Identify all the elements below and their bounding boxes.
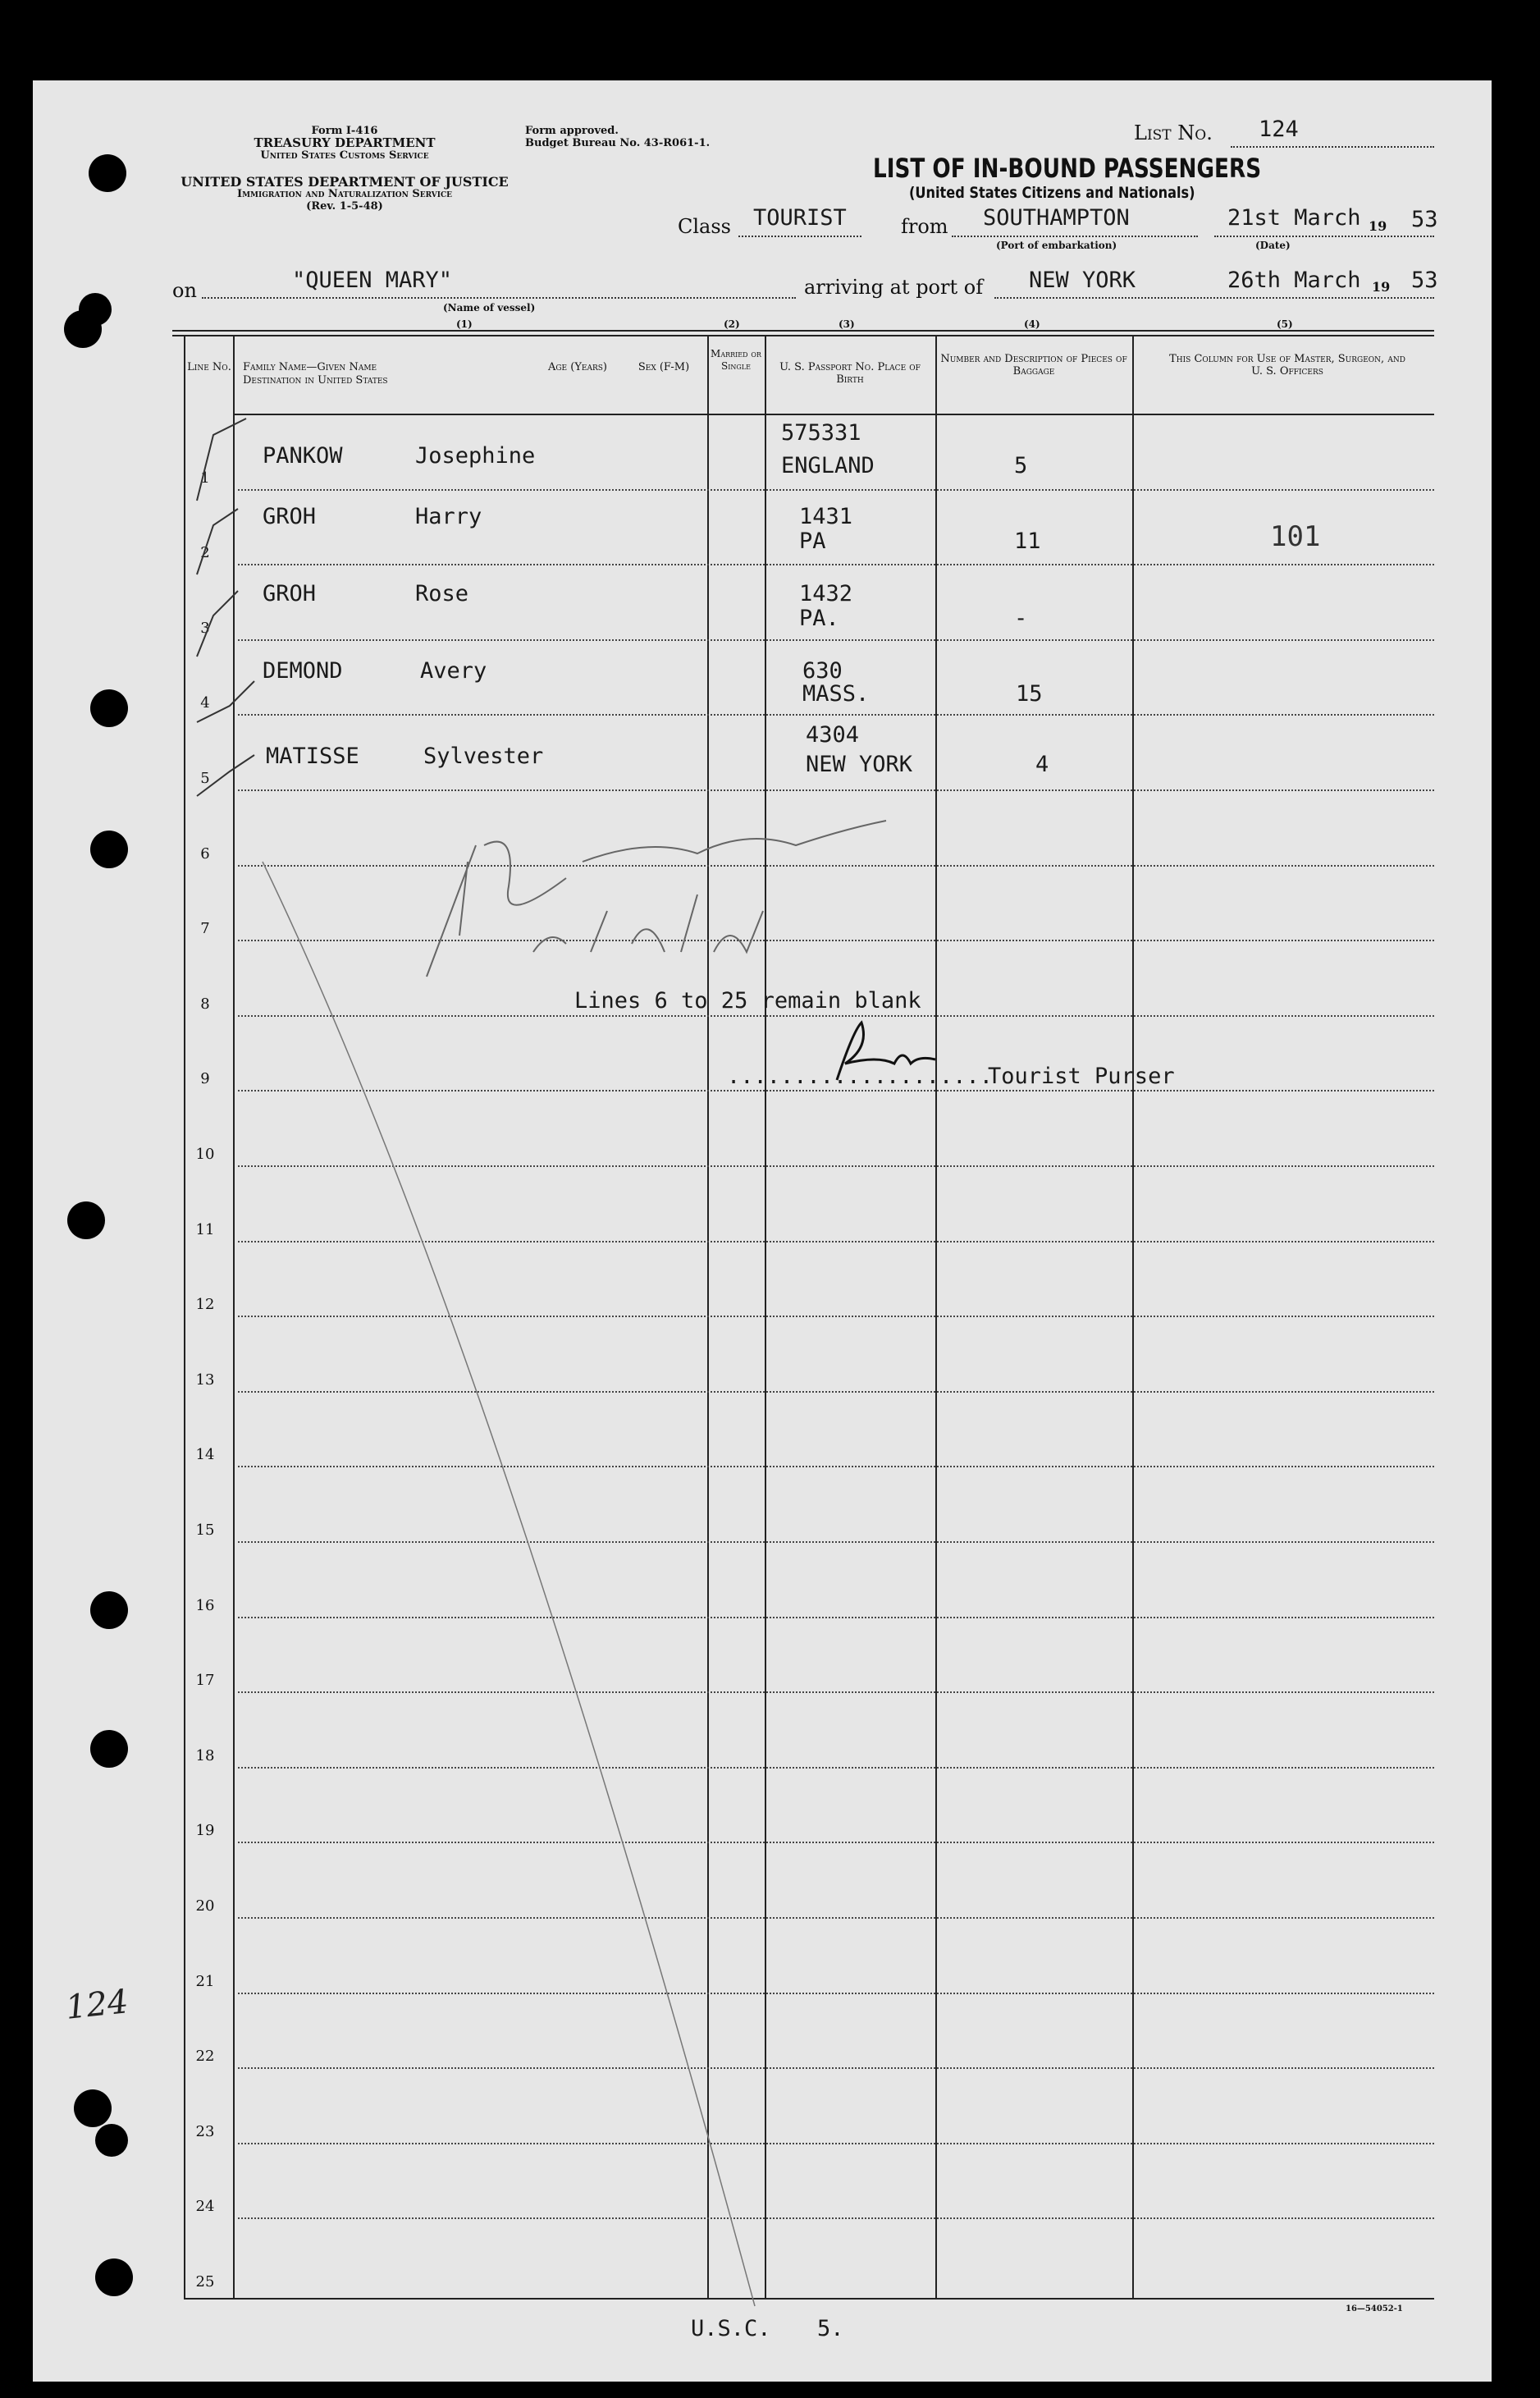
check-marks — [181, 410, 279, 804]
column-number: (1) — [456, 318, 473, 330]
arrival-date: 26th March — [1227, 268, 1361, 293]
header-age: Age (Years) — [547, 361, 608, 373]
class-line — [738, 236, 861, 237]
on-label: on — [172, 279, 197, 302]
punch-hole — [67, 1201, 105, 1239]
cancel-diagonal — [246, 845, 788, 2314]
header-officers: This Column for Use of Master, Surgeon, and U. S. Officers — [1169, 353, 1405, 378]
header-family-name: Family Name—Given Name — [243, 361, 377, 373]
family-name: PANKOW — [263, 443, 343, 469]
print-code: 16—54052-1 — [1346, 2304, 1403, 2313]
baggage-count: 5 — [1014, 453, 1028, 478]
department-of-justice: UNITED STATES DEPARTMENT OF JUSTICE — [181, 174, 509, 190]
table-top-rule-2 — [172, 335, 1434, 336]
departure-date: 21st March — [1227, 205, 1361, 231]
line-number: 16 — [195, 1597, 215, 1614]
punch-hole — [74, 2089, 112, 2127]
given-name: Josephine — [415, 443, 536, 469]
line-number: 20 — [195, 1897, 215, 1915]
header-married: Married or Single — [711, 348, 761, 372]
baggage-divider — [935, 335, 937, 2300]
line-number: 11 — [195, 1221, 215, 1238]
family-name: GROH — [263, 581, 317, 606]
punch-hole — [95, 2258, 133, 2296]
from-line — [952, 236, 1198, 237]
line-number: 12 — [195, 1296, 215, 1313]
place-of-birth: PA. — [799, 606, 839, 631]
line-number: 21 — [195, 1973, 215, 1990]
header-destination: Destination in United States — [243, 374, 388, 387]
punch-hole — [95, 2124, 128, 2157]
table-top-rule — [172, 330, 1434, 332]
officers-divider — [1132, 335, 1134, 2300]
arrival-year-prefix: 19 — [1372, 279, 1391, 295]
form-revision: (Rev. 1-5-48) — [306, 200, 383, 213]
header-sex: Sex (F-M) — [637, 361, 690, 373]
header-baggage: Number and Description of Pieces of Baggage — [940, 353, 1127, 378]
punch-hole — [89, 154, 126, 192]
document-subtitle: (United States Citizens and Nationals) — [909, 184, 1195, 202]
row-rule — [238, 714, 1434, 716]
class-label: Class — [678, 215, 731, 238]
purser-dots-2: ........ — [886, 1064, 994, 1089]
form-approved-block — [525, 125, 710, 149]
line-number: 2 — [200, 544, 210, 561]
date-caption: (Date) — [1255, 240, 1291, 251]
purser-dots: ............ — [727, 1064, 888, 1089]
list-number: 124 — [1259, 117, 1299, 142]
line-number: 17 — [195, 1672, 215, 1689]
passport-number: 630 — [802, 658, 843, 684]
line-number: 1 — [200, 469, 210, 487]
list-no-label: List No. — [1134, 121, 1213, 144]
line-number: 25 — [195, 2273, 215, 2290]
arrival-year: 53 — [1411, 268, 1438, 293]
header-line-no: Line No. — [187, 361, 231, 373]
line-number: 5 — [200, 770, 210, 787]
pencil-scribble — [402, 812, 894, 993]
passport-number: 1432 — [799, 581, 853, 606]
line-number: 15 — [195, 1522, 215, 1539]
row-rule — [238, 564, 1434, 565]
punch-hole — [79, 293, 112, 326]
line-number: 24 — [195, 2198, 215, 2215]
header-rule — [233, 414, 1434, 415]
check-mark — [197, 419, 246, 501]
row-rule — [238, 489, 1434, 491]
baggage-count: 4 — [1035, 752, 1049, 777]
given-name: Harry — [415, 504, 482, 529]
vessel-line — [202, 297, 796, 299]
departure-year-prefix: 19 — [1369, 218, 1387, 234]
check-mark — [197, 509, 238, 574]
margin-number: 124 — [63, 1983, 130, 2027]
doj-block — [164, 176, 525, 213]
header-passport: U. S. Passport No. Place of Birth — [779, 361, 921, 386]
line-number: 10 — [195, 1146, 215, 1163]
baggage-count: 15 — [1016, 681, 1043, 707]
place-of-birth: NEW YORK — [806, 752, 913, 777]
row-rule — [238, 639, 1434, 641]
document-title: LIST OF IN-BOUND PASSENGERS — [873, 153, 1262, 184]
line-number: 4 — [200, 694, 210, 712]
check-mark — [197, 591, 238, 657]
passport-number: 1431 — [799, 504, 853, 529]
punch-hole — [90, 1591, 128, 1629]
line-number: 13 — [195, 1371, 215, 1389]
punch-hole — [90, 1730, 128, 1768]
family-name: GROH — [263, 504, 317, 529]
customs-service: United States Customs Service — [260, 149, 429, 162]
family-name: MATISSE — [266, 744, 359, 769]
baggage-count: 11 — [1014, 529, 1041, 554]
line-number: 8 — [200, 995, 210, 1013]
passport-number: 575331 — [781, 420, 861, 446]
given-name: Sylvester — [423, 744, 544, 769]
line-number: 3 — [200, 620, 210, 637]
family-name: DEMOND — [263, 658, 343, 684]
vessel-caption: (Name of vessel) — [443, 302, 536, 313]
officer-note: 101 — [1270, 520, 1321, 553]
vessel-name: "QUEEN MARY" — [292, 268, 453, 293]
punch-hole — [90, 689, 128, 727]
given-name: Rose — [415, 581, 469, 606]
ins-service: Immigration and Naturalization Service — [236, 188, 452, 200]
passport-number: 4304 — [806, 722, 860, 748]
baggage-count: - — [1014, 606, 1028, 631]
list-no-line — [1231, 146, 1434, 148]
form-header-left — [230, 125, 459, 162]
place-of-birth: PA — [799, 529, 826, 554]
date-line — [1214, 236, 1434, 237]
port-of-embarkation: SOUTHAMPTON — [983, 205, 1130, 231]
budget-bureau: Budget Bureau No. 43-R061-1. — [525, 137, 711, 149]
line-number: 9 — [200, 1070, 210, 1087]
line-number: 22 — [195, 2048, 215, 2065]
form-number: Form I-416 — [311, 125, 378, 137]
line-number: 23 — [195, 2123, 215, 2140]
check-mark — [197, 681, 254, 722]
row-rule — [238, 789, 1434, 791]
line-number: 18 — [195, 1747, 215, 1764]
purser-title: Tourist Purser — [988, 1064, 1175, 1089]
arrival-port-line — [994, 297, 1434, 299]
place-of-birth: MASS. — [802, 681, 870, 707]
line-number: 19 — [195, 1822, 215, 1839]
header-name-block — [243, 361, 388, 387]
column-number: (5) — [1277, 318, 1293, 330]
column-number: (2) — [724, 318, 740, 330]
from-label: from — [901, 215, 948, 238]
place-of-birth: ENGLAND — [781, 453, 875, 478]
departure-year: 53 — [1411, 207, 1438, 232]
line-number: 7 — [200, 920, 210, 937]
blank-lines-note: Lines 6 to 25 remain blank — [574, 988, 921, 1014]
punch-hole — [90, 831, 128, 868]
arrival-port: NEW YORK — [1029, 268, 1136, 293]
form-approved: Form approved. — [525, 125, 619, 137]
line-number: 14 — [195, 1446, 215, 1463]
line-number: 6 — [200, 845, 210, 863]
given-name: Avery — [420, 658, 487, 684]
port-embarkation-caption: (Port of embarkation) — [996, 240, 1117, 251]
column-number: (4) — [1024, 318, 1040, 330]
usc-number: 5. — [817, 2316, 844, 2341]
class-value: TOURIST — [753, 205, 847, 231]
arriving-label: arriving at port of — [804, 276, 984, 299]
column-number: (3) — [839, 318, 855, 330]
check-mark — [197, 755, 254, 796]
usc-label: U.S.C. — [691, 2316, 771, 2341]
treasury-department: TREASURY DEPARTMENT — [254, 135, 436, 150]
